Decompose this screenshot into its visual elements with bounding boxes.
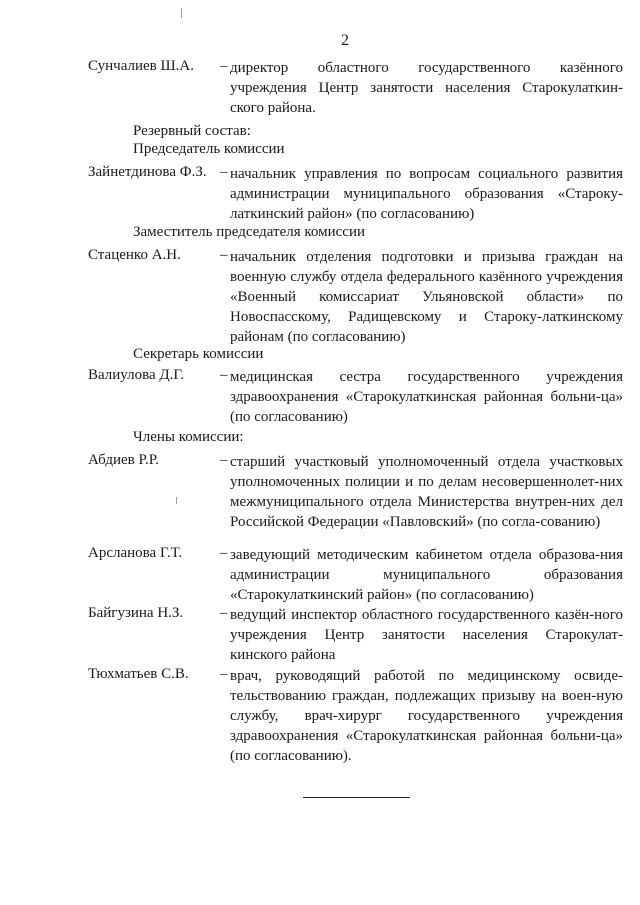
entry-tyukhmatiev xyxy=(88,666,623,766)
entry-name: Валиулова Д.Г. xyxy=(88,367,185,383)
entry-dash: – xyxy=(220,545,228,561)
entry-name: Сунчалиев Ш.А. xyxy=(88,58,194,74)
entry-dash: – xyxy=(220,605,228,621)
entry-dash: – xyxy=(220,367,228,383)
entry-description: заведующий методическим кабинетом отдела образова-ния администрации муниципального образования «Старокулаткинский район» (по согласованию) xyxy=(230,547,623,603)
entry-sunchaliev xyxy=(88,58,623,118)
entry-name: Тюхматьев С.В. xyxy=(88,666,189,682)
entry-baiguzina xyxy=(88,605,623,665)
entry-statsenko xyxy=(88,247,623,347)
entry-dash: – xyxy=(220,164,228,180)
entry-description: медицинская сестра государственного учреждения здравоохранения «Старокулаткинская районная больни-ца» (по согласованию) xyxy=(230,369,623,425)
entry-description: ведущий инспектор областного государственного казён-ного учреждения Центр занятости населения Старокулат-кинского района xyxy=(230,607,623,663)
heading-members: Члены комиссии: xyxy=(133,429,244,445)
entry-name: Арсланова Г.Т. xyxy=(88,545,183,561)
entry-name: Стаценко А.Н. xyxy=(88,247,181,263)
entry-abdiev xyxy=(88,452,623,532)
closing-rule xyxy=(303,797,410,798)
heading-deputy: Заместитель председателя комиссии xyxy=(133,224,366,240)
entry-dash: – xyxy=(220,452,228,468)
entry-description: врач, руководящий работой по медицинскому освиде-тельствованию граждан, подлежащих призыву на воен-ную службу, врач-хирург государственного учреждения здравоохранения «Старокулаткинская районная больни-ца» (по согласованию). xyxy=(230,668,623,764)
entry-description: начальник отделения подготовки и призыва граждан на военную службу отдела федерального казённого учреждения «Военный комиссариат Ульяновской области» по Новоспасскому, Радищевскому и Староку-латкинскому районам (по согласованию) xyxy=(230,249,623,345)
scan-speck xyxy=(176,497,177,504)
entry-name: Байгузина Н.З. xyxy=(88,605,184,621)
entry-arslanova xyxy=(88,545,623,605)
entry-description: директор областного государственного казённого учреждения Центр занятости населения Старокулаткин-ского района. xyxy=(230,60,623,116)
entry-name: Зайнетдинова Ф.З. xyxy=(88,164,207,180)
entry-zainetdinova xyxy=(88,164,623,224)
entry-dash: – xyxy=(220,58,228,74)
heading-secretary: Секретарь комиссии xyxy=(133,346,264,362)
scan-speck xyxy=(181,8,182,18)
entry-dash: – xyxy=(220,666,228,682)
entry-valiulova xyxy=(88,367,623,427)
heading-chair: Председатель комиссии xyxy=(133,141,285,157)
page-number: 2 xyxy=(341,32,349,49)
heading-reserve: Резервный состав: xyxy=(133,123,251,139)
entry-description: старший участковый уполномоченный отдела участковых уполномоченных полиции и по делам несовершеннолет-них межмуниципального отдела Министерства внутрен-них дел Российской Федерации «Павловский» (по согла-сованию) xyxy=(230,454,623,530)
entry-description: начальник управления по вопросам социального развития администрации муниципального образования «Староку-латкинский район» (по согласованию) xyxy=(230,166,623,222)
entry-name: Абдиев Р.Р. xyxy=(88,452,159,468)
entry-dash: – xyxy=(220,247,228,263)
